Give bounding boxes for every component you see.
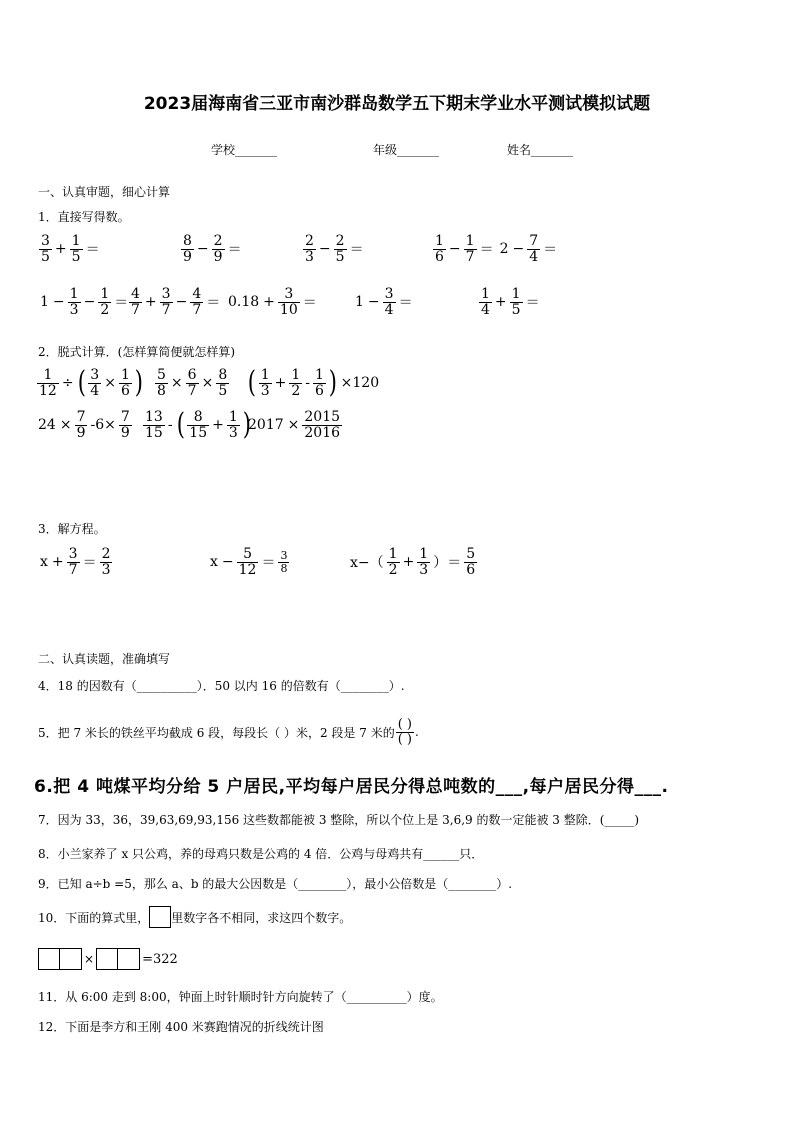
- name-field: 姓名_______: [507, 143, 574, 157]
- section-heading: 一、认真审题，细心计算: [38, 185, 171, 199]
- digit-box: [149, 906, 171, 928]
- page-title: 2023届海南省三亚市南沙群岛数学五下期末学业水平测试模拟试题: [143, 94, 651, 114]
- calc-1: $\frac{3}{5}$ + $\frac{1}{5}$ ＝: [41, 233, 100, 265]
- calc-5: 1 − $\frac{1}{3}$ − $\frac{1}{2}$ ＝: [40, 286, 129, 318]
- equation-3: x−（ $\frac{1}{2}$ + $\frac{1}{3}$ ）＝ $\frac{5}{6}$: [350, 546, 476, 578]
- calc-step-2: $\frac{5}{8}$ × $\frac{6}{7}$ × $\frac{8}{5}$: [157, 367, 228, 399]
- grade-field: 年级_______: [373, 143, 440, 157]
- question-6: 6.把 4 吨煤平均分给 5 户居民,平均每户居民分得总吨数的___,每户居民分得___.: [34, 777, 669, 797]
- question-2: 2．脱式计算．(怎样算简便就怎样算): [38, 345, 235, 359]
- calc-4: $\frac{1}{6}$ − $\frac{1}{7}$ ＝ 2 − $\frac{7}{4}$ ＝: [435, 233, 558, 265]
- fraction: $\frac{1}{5}$: [71, 233, 81, 265]
- section-heading: 二、认真读题，准确填写: [38, 652, 171, 666]
- question-7: 7．因为 33，36，39,63,69,93,156 这些数都能被 3 整除，所以个位上是 3,6,9 的数一定能被 3 整除．(_____): [38, 813, 640, 827]
- calc-2: $\frac{8}{9}$ − $\frac{2}{9}$ ＝: [183, 233, 242, 265]
- question-3: 3．解方程。: [38, 522, 106, 536]
- calc-step-1: $\frac{1}{12}$ ÷ ( $\frac{3}{4}$ × $\frac{1}{6}$ ): [39, 365, 143, 401]
- question-9: 9．已知 a÷b =5，那么 a、b 的最大公因数是（________），最小公倍数是（________）.: [38, 877, 513, 891]
- question-11: 11．从 6:00 走到 8:00，钟面上时针顺时针方向旋转了（__________）度。: [38, 990, 443, 1004]
- calc-9: $\frac{1}{4}$ + $\frac{1}{5}$ ＝: [481, 286, 540, 318]
- calc-3: $\frac{2}{3}$ − $\frac{2}{5}$ ＝: [305, 233, 364, 265]
- fraction-blank: $\frac{( )}{( )}$: [397, 717, 412, 747]
- question-8: 8．小兰家养了 x 只公鸡，养的母鸡只数是公鸡的 4 倍．公鸡与母鸡共有______只．: [38, 847, 484, 861]
- question-1: 1．直接写得数。: [38, 210, 130, 224]
- equation-2: x − $\frac{5}{12}$ ＝ $\frac{3}{8}$: [210, 546, 288, 578]
- digit-box[interactable]: [38, 948, 60, 970]
- question-10: 10．下面的算式里， 里数字各不相同，求这四个数字。: [38, 906, 351, 928]
- calc-8: 1 − $\frac{3}{4}$ ＝: [355, 286, 413, 318]
- equation-1: x + $\frac{3}{7}$ ＝ $\frac{2}{3}$: [40, 546, 111, 578]
- calc-step-6: 2017 × $\frac{2015}{2016}$: [248, 409, 341, 441]
- digit-box[interactable]: [118, 948, 140, 970]
- school-field: 学校_______: [211, 143, 278, 157]
- calc-step-5: $\frac{13}{15}$ - ( $\frac{8}{15}$ + $\frac{1}{3}$ ): [145, 407, 251, 443]
- question-12: 12．下面是李方和王刚 400 米赛跑情况的折线统计图: [38, 1020, 324, 1034]
- calc-7: 0.18 + $\frac{3}{10}$ ＝: [228, 286, 317, 318]
- calc-6: $\frac{4}{7}$ + $\frac{3}{7}$ − $\frac{4}{7}$ ＝: [131, 286, 221, 318]
- digit-box[interactable]: [60, 948, 82, 970]
- question-4: 4．18 的因数有（__________）．50 以内 16 的倍数有（________）.: [38, 679, 405, 693]
- fraction: $\frac{3}{5}$: [41, 233, 50, 265]
- calc-step-3: ( $\frac{1}{3}$ + $\frac{1}{2}$ - $\frac{1}{6}$ ) ×120: [247, 365, 380, 401]
- q10-equation: × =322: [38, 948, 178, 970]
- question-5: 5．把 7 米长的铁丝平均截成 6 段，每段长（ ）米，2 段是 7 米的 $\frac{( )}{( )}$ .: [38, 717, 419, 747]
- question-5-text: 5．把 7 米长的铁丝平均截成 6 段，每段长（ ）米，2 段是 7 米的: [38, 725, 395, 740]
- calc-step-4: 24 × $\frac{7}{9}$ -6× $\frac{7}{9}$: [38, 409, 130, 441]
- digit-box[interactable]: [96, 948, 118, 970]
